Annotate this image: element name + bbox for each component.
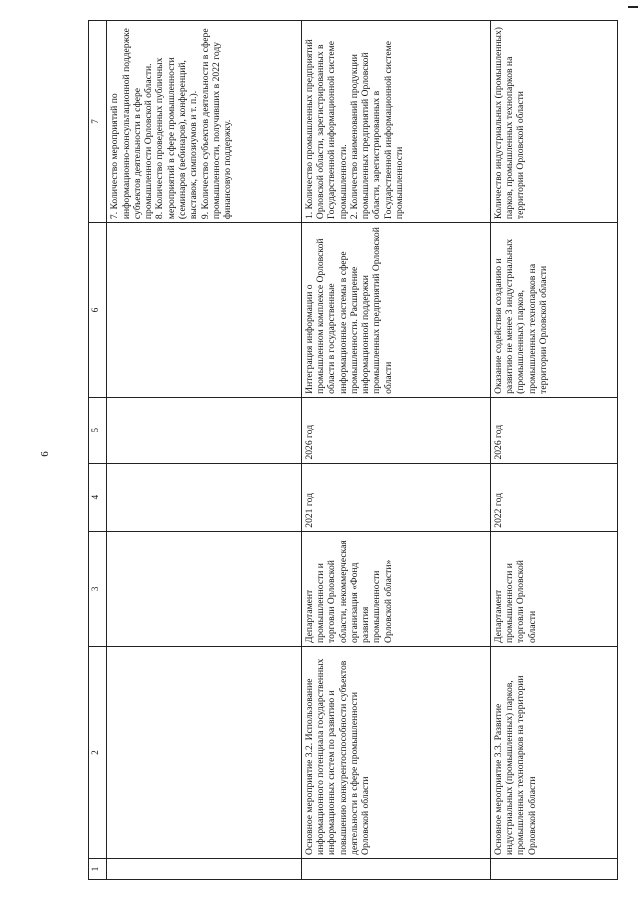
cell-index [301, 858, 490, 879]
program-table [88, 20, 618, 880]
cell-activity: Основное мероприятие 3.3. Развитие индустриальных (промышленных) парков, промышленных технопарков на территории Орловской области [490, 646, 617, 858]
table-row [301, 21, 490, 880]
indicator-line: Количество индустриальных (промышленных) парков, промышленных технопарков на территории Орловской области [492, 27, 527, 220]
table-header-row [89, 21, 107, 880]
header-cell-1: 1 [89, 858, 107, 879]
header-cell-4: 4 [89, 463, 107, 531]
scan-mark [628, 6, 638, 8]
cell-indicators [107, 21, 301, 223]
table-row [490, 21, 617, 880]
cell-executor [107, 531, 301, 646]
cell-start-year [107, 463, 301, 531]
indicator-line: 2. Количество наименований продукции промышленных предприятий Орловской области, зарегистрированных в Государственной информационной системе промышленности [348, 41, 406, 220]
cell-executor: Департамент промышленности и торговли Орловской области [490, 531, 617, 646]
page-number: 6 [38, 451, 51, 457]
cell-indicators [490, 21, 617, 223]
cell-start-year: 2021 год [301, 463, 490, 531]
cell-activity: Основное мероприятие 3.2. Использование информационного потенциала государственных информационных систем по развитию и повышению конкурентоспособности субъектов деятельности в сфере промышленности Орловской области [301, 646, 490, 858]
indicator-line: 8. Количество проведенных публичных мероприятий в сфере промышленности (семинаров (вебинаров), конференций, выставок, симпозиумов и т. п.). [154, 57, 200, 220]
header-cell-7: 7 [89, 21, 107, 223]
cell-activity [107, 646, 301, 858]
cell-result: Оказание содействия созданию и развитию не менее 3 индустриальных (промышленных) парков, промышленных технопарков на территории Орловской области [490, 223, 617, 398]
cell-index [490, 858, 617, 879]
indicator-line: 9. Количество субъектов деятельности в сфере промышленности, получивших в 2022 году финансовую поддержку. [199, 28, 234, 220]
cell-end-year: 2026 год [301, 397, 490, 463]
indicator-line: 7. Количество мероприятий по информационно-консультационной поддержке субъектов деятельности в сфере промышленности Орловской области. [109, 28, 155, 220]
header-cell-6: 6 [89, 223, 107, 398]
table-row [107, 21, 301, 880]
cell-start-year: 2022 год [490, 463, 617, 531]
table-container [88, 20, 618, 880]
cell-end-year [107, 397, 301, 463]
cell-end-year: 2026 год [490, 397, 617, 463]
indicator-line: 1. Количество промышленных предприятий Орловской области, зарегистрированных в Государственной информационной системе промышленности. [303, 39, 349, 220]
header-cell-5: 5 [89, 397, 107, 463]
header-cell-3: 3 [89, 531, 107, 646]
cell-result [107, 223, 301, 398]
header-cell-2: 2 [89, 646, 107, 858]
cell-index [107, 858, 301, 879]
cell-executor: Департамент промышленности и торговли Орловской области, некоммерческая организация «Фонд развития промышленности Орловской области» [301, 531, 490, 646]
cell-result: Интеграция информации о промышленном комплексе Орловской области в государственные информационные системы в сфере промышленности. Расширение информационной поддержки промышленных предприятий Орловской области [301, 223, 490, 398]
cell-indicators [301, 21, 490, 223]
